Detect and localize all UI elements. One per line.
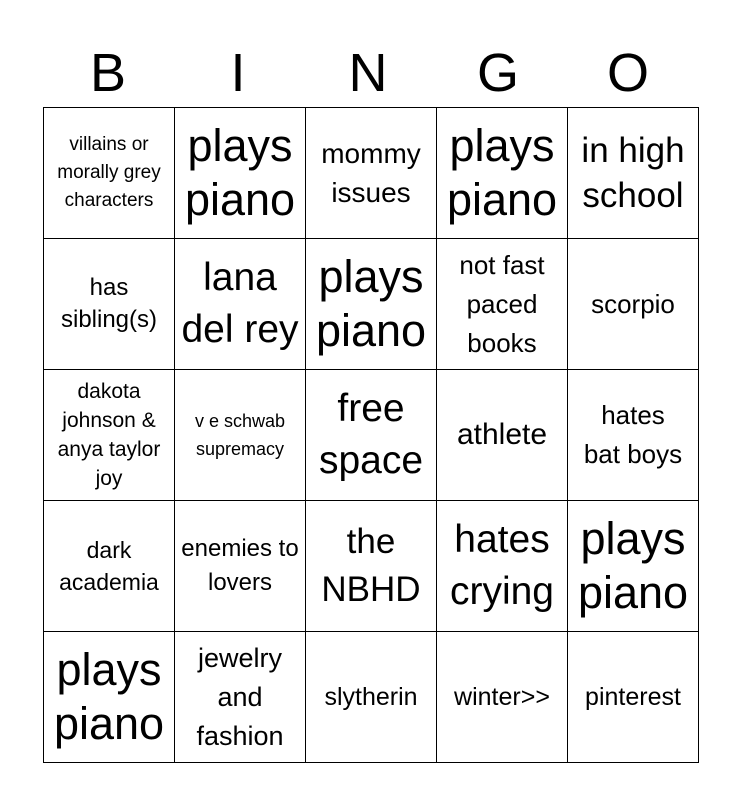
bingo-cell[interactable] [437,239,568,370]
bingo-cell[interactable] [306,108,437,239]
bingo-cell[interactable] [306,632,437,763]
bingo-cell[interactable] [437,370,568,501]
cell-text: hates bat boys [583,400,683,469]
cell-text: winter>> [454,683,550,711]
cell-text: athlete [456,418,548,451]
board-row [44,632,699,763]
bingo-cell[interactable] [306,501,437,632]
header-letter-g: G [476,43,519,103]
cell-text: scorpio [591,289,675,319]
cell-text: hates crying [449,518,555,613]
board-row [44,108,699,239]
cell-text: enemies to lovers [181,535,299,596]
bingo-cell[interactable] [44,632,175,763]
bingo-cell[interactable] [306,239,437,370]
cell-text: villains or morally grey characters [57,134,161,211]
board-row [44,501,699,632]
bingo-header [43,42,693,104]
cell-text: the NBHD [321,522,421,609]
cell-text: not fast paced books [459,249,545,358]
bingo-cell[interactable] [437,108,568,239]
cell-text: plays piano [577,513,689,618]
bingo-cell[interactable] [568,501,699,632]
bingo-cell[interactable] [568,108,699,239]
cell-text: slytherin [324,683,418,711]
cell-text: lana del rey [181,256,299,351]
bingo-cell[interactable] [44,501,175,632]
cell-text: pinterest [585,683,681,711]
bingo-cell[interactable] [568,632,699,763]
bingo-cell[interactable] [44,108,175,239]
bingo-cell[interactable] [437,632,568,763]
bingo-cell[interactable] [175,239,306,370]
cell-text: in high school [581,131,685,215]
cell-text: v e schwab supremacy [194,411,286,459]
bingo-cell[interactable] [175,632,306,763]
board-row [44,370,699,501]
bingo-cell[interactable] [175,370,306,501]
cell-text: mommy issues [321,138,421,208]
header-letter-i: I [230,43,246,103]
header-letter-b: B [89,43,127,103]
cell-text: plays piano [53,644,165,749]
bingo-cell[interactable] [437,501,568,632]
cell-text: plays piano [184,120,296,225]
cell-text: free space [318,387,424,482]
bingo-cell[interactable] [568,239,699,370]
bingo-cell[interactable] [44,370,175,501]
cell-text: plays piano [446,120,558,225]
bingo-cell[interactable] [44,239,175,370]
cell-text: has sibling(s) [60,274,158,333]
bingo-cell[interactable] [175,501,306,632]
bingo-cell[interactable] [568,370,699,501]
cell-text: jewelry and fashion [196,642,284,751]
cell-text: dark academia [59,537,159,595]
bingo-cell[interactable] [175,108,306,239]
cell-text: plays piano [315,251,427,356]
header-letter-o: O [606,43,649,103]
bingo-cell[interactable] [306,370,437,501]
cell-text: dakota johnson & anya taylor joy [57,380,161,490]
bingo-board [43,107,699,763]
board-row [44,239,699,370]
header-letter-n: N [348,43,388,103]
